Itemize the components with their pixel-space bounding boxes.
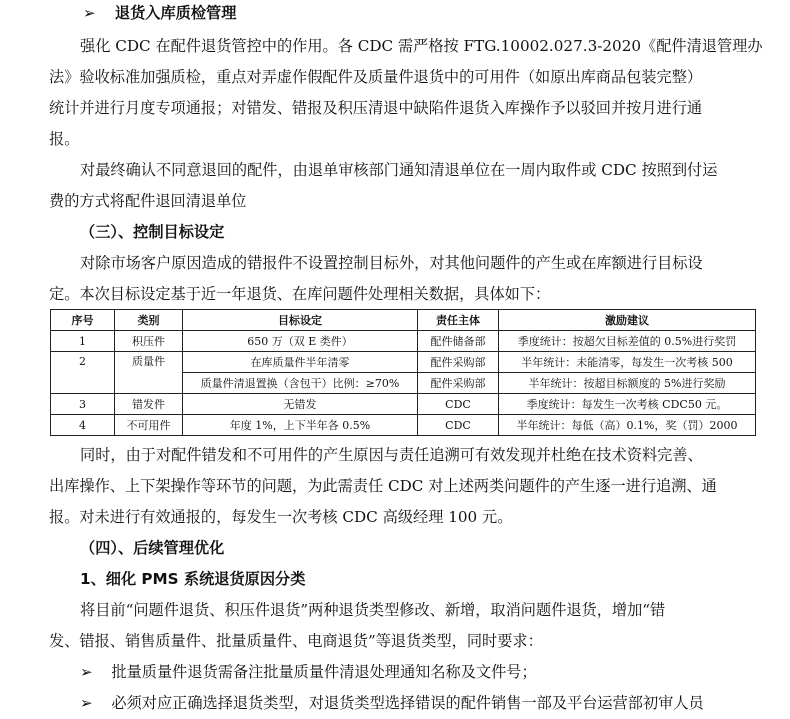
cell-owner: 配件采购部 bbox=[418, 373, 499, 394]
col-header-target: 目标设定 bbox=[183, 310, 418, 331]
cell-category: 积压件 bbox=[115, 331, 183, 352]
table-header-row bbox=[51, 310, 756, 331]
arrow-bullet-icon: ➢ bbox=[80, 694, 93, 712]
cell-incentive: 季度统计：每发生一次考核 CDC50 元。 bbox=[499, 394, 756, 415]
table-row bbox=[51, 394, 756, 415]
para3-line: 对除市场客户原因造成的错报件不设置控制目标外，对其他问题件的产生或在库额进行目标设 bbox=[80, 254, 703, 272]
target-table bbox=[50, 309, 756, 436]
section-title-targets: （三）、控制目标设定 bbox=[80, 223, 225, 241]
para2-line: 对最终确认不同意退回的配件，由退单审核部门通知清退单位在一周内取件或 CDC 按照到付运 bbox=[80, 161, 718, 179]
cell-owner: 配件采购部 bbox=[418, 352, 499, 373]
cell-target: 无错发 bbox=[183, 394, 418, 415]
cell-incentive: 季度统计：按超欠目标差值的 0.5%进行奖罚 bbox=[499, 331, 756, 352]
bullet-text: 必须对应正确选择退货类型，对退货类型选择错误的配件销售一部及平台运营部初审人员 bbox=[111, 694, 704, 712]
cell-owner: 配件储备部 bbox=[418, 331, 499, 352]
para1-line: 报。 bbox=[49, 130, 80, 148]
cell-incentive: 半年统计：未能清零，每发生一次考核 500 bbox=[499, 352, 756, 373]
cell-category: 不可用件 bbox=[115, 415, 183, 436]
cell-category: 质量件 bbox=[115, 352, 183, 394]
cell-target: 在库质量件半年清零 bbox=[183, 352, 418, 373]
heading-intake-inspection bbox=[83, 4, 236, 22]
para2-line: 费的方式将配件退回清退单位 bbox=[49, 192, 247, 210]
cell-target: 650 万（双 E 类件） bbox=[183, 331, 418, 352]
bullet-text: 批量质量件退货需备注批量质量件清退处理通知名称及文件号； bbox=[111, 663, 537, 681]
para4-line: 同时，由于对配件错发和不可用件的产生原因与责任追溯可有效发现并杜绝在技术资料完善、 bbox=[80, 446, 703, 464]
cell-no: 1 bbox=[51, 331, 115, 352]
para1-line: 强化 CDC 在配件退货管控中的作用。各 CDC 需严格按 FTG.10002.027.3-2020《配件清退管理办 bbox=[80, 37, 763, 55]
para3-line: 定。本次目标设定基于近一年退货、在库问题件处理相关数据，具体如下： bbox=[49, 285, 551, 303]
table-row bbox=[51, 352, 756, 373]
col-header-owner: 责任主体 bbox=[418, 310, 499, 331]
para5-line: 将目前“问题件退货、积压件退货”两种退货类型修改、新增，取消问题件退货，增加“错 bbox=[80, 601, 666, 619]
table-row bbox=[51, 331, 756, 352]
cell-no: 2 bbox=[51, 352, 115, 394]
cell-incentive: 半年统计：按超目标额度的 5%进行奖励 bbox=[499, 373, 756, 394]
bullet-item bbox=[80, 663, 537, 681]
bullet-item bbox=[80, 694, 704, 712]
cell-target: 质量件清退置换（含包干）比例：≥70% bbox=[183, 373, 418, 394]
arrow-bullet-icon: ➢ bbox=[83, 4, 96, 22]
cell-incentive: 半年统计：每低（高）0.1%，奖（罚）2000 bbox=[499, 415, 756, 436]
col-header-incentive: 激励建议 bbox=[499, 310, 756, 331]
section-title-followup: （四）、后续管理优化 bbox=[80, 539, 225, 557]
cell-category: 错发件 bbox=[115, 394, 183, 415]
para1-line: 统计并进行月度专项通报；对错发、错报及积压清退中缺陷件退货入库操作予以驳回并按月进行通 bbox=[49, 99, 703, 117]
cell-target: 年度 1%，上下半年各 0.5% bbox=[183, 415, 418, 436]
table-row bbox=[51, 415, 756, 436]
cell-no: 4 bbox=[51, 415, 115, 436]
cell-no: 3 bbox=[51, 394, 115, 415]
col-header-no: 序号 bbox=[51, 310, 115, 331]
arrow-bullet-icon: ➢ bbox=[80, 663, 93, 681]
cell-owner: CDC bbox=[418, 415, 499, 436]
para4-line: 报。对未进行有效通报的，每发生一次考核 CDC 高级经理 100 元。 bbox=[49, 508, 513, 526]
subsection-title-pms: 1、细化 PMS 系统退货原因分类 bbox=[80, 570, 306, 588]
para1-line: 法》验收标准加强质检，重点对弄虚作假配件及质量件退货中的可用件（如原出库商品包装完整） bbox=[49, 68, 703, 86]
para5-line: 发、错报、销售质量件、批量质量件、电商退货”等退货类型，同时要求： bbox=[49, 632, 543, 650]
heading-intake-title: 退货入库质检管理 bbox=[114, 4, 237, 22]
cell-owner: CDC bbox=[418, 394, 499, 415]
para4-line: 出库操作、上下架操作等环节的问题，为此需责任 CDC 对上述两类问题件的产生逐一进行追溯、通 bbox=[49, 477, 717, 495]
col-header-category: 类别 bbox=[115, 310, 183, 331]
